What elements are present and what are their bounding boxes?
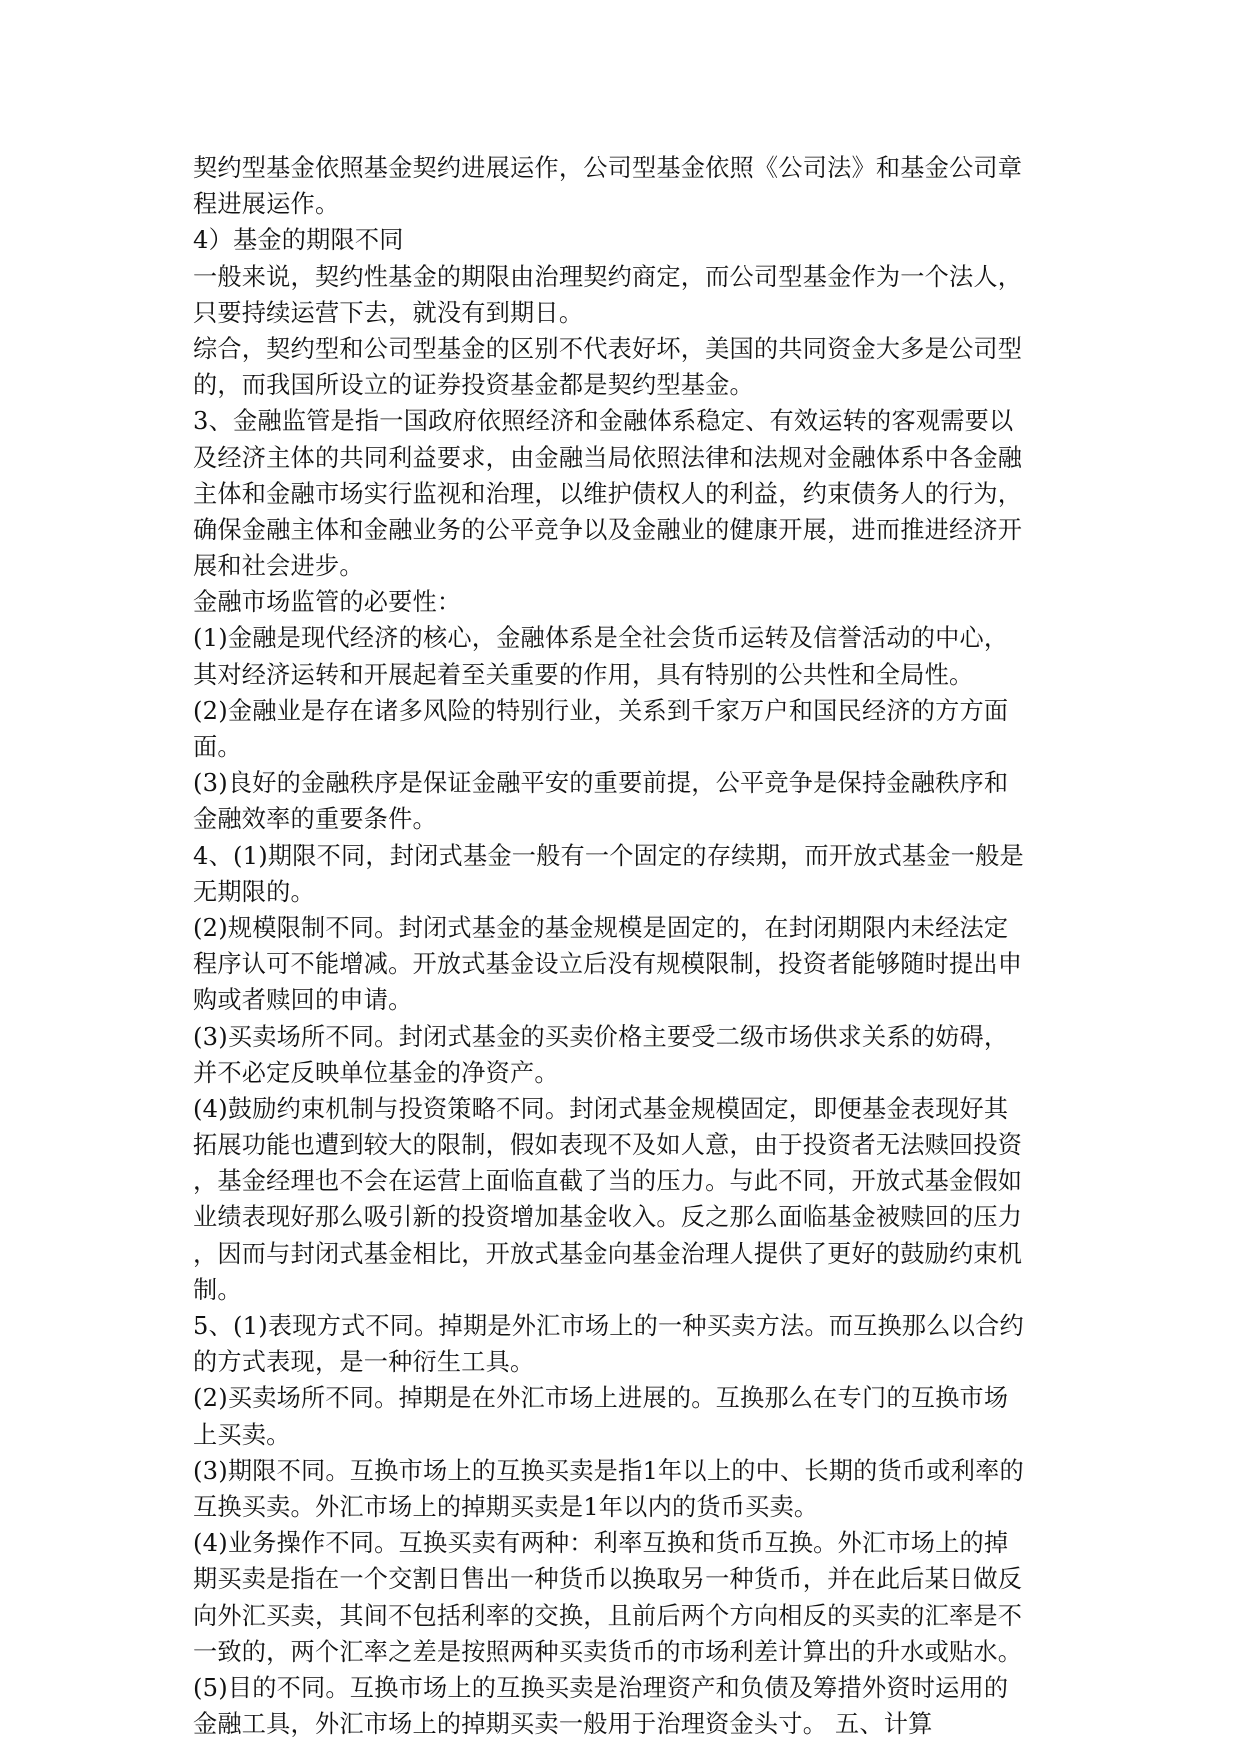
- text-line: (3)买卖场所不同。封闭式基金的买卖价格主要受二级市场供求关系的妨碍，: [193, 1022, 1009, 1051]
- text-line: 的，而我国所设立的证券投资基金都是契约型基金。: [193, 371, 754, 400]
- text-line: 上买卖。: [193, 1420, 291, 1449]
- document-body: [193, 150, 1053, 1742]
- text-line: 程进展运作。: [193, 190, 340, 219]
- text-line: (4)鼓励约束机制与投资策略不同。封闭式基金规模固定，即便基金表现好其: [193, 1094, 1009, 1123]
- text-line: 购或者赎回的申请。: [193, 986, 413, 1015]
- text-line: 金融工具，外汇市场上的掉期买卖一般用于治理资金头寸。 五、计算: [193, 1710, 933, 1739]
- text-line: 主体和金融市场实行监视和治理，以维护债权人的利益，约束债务人的行为，: [193, 479, 1023, 508]
- text-line: (4)业务操作不同。互换买卖有两种：利率互换和货币互换。外汇市场上的掉: [193, 1529, 1009, 1558]
- text-line: 金融市场监管的必要性：: [193, 588, 462, 617]
- text-line: 其对经济运转和开展起着至关重要的作用，具有特别的公共性和全局性。: [193, 660, 974, 689]
- text-line: ，基金经理也不会在运营上面临直截了当的压力。与此不同，开放式基金假如: [193, 1167, 1023, 1196]
- text-line: (3)期限不同。互换市场上的互换买卖是指1年以上的中、长期的货币或利率的: [193, 1456, 1024, 1485]
- text-line: 展和社会进步。: [193, 552, 364, 581]
- text-line: 3、金融监管是指一国政府依照经济和金融体系稳定、有效运转的客观需要以: [193, 407, 1014, 436]
- text-line: 互换买卖。外汇市场上的掉期买卖是1年以内的货币买卖。: [193, 1492, 819, 1521]
- text-line: 无期限的。: [193, 877, 315, 906]
- text-line: 程序认可不能增减。开放式基金设立后没有规模限制，投资者能够随时提出申: [193, 950, 1023, 979]
- text-line: (5)目的不同。互换市场上的互换买卖是治理资产和负债及筹措外资时运用的: [193, 1673, 1009, 1702]
- text-line: 一般来说，契约性基金的期限由治理契约商定，而公司型基金作为一个法人，: [193, 262, 1023, 291]
- text-line: (1)金融是现代经济的核心，金融体系是全社会货币运转及信誉活动的中心，: [193, 624, 1009, 653]
- text-line: 只要持续运营下去，就没有到期日。: [193, 298, 584, 327]
- text-line: 综合，契约型和公司型基金的区别不代表好坏，美国的共同资金大多是公司型: [193, 334, 1023, 363]
- text-line: 期买卖是指在一个交割日售出一种货币以换取另一种货币，并在此后某日做反: [193, 1565, 1023, 1594]
- text-line: (2)金融业是存在诸多风险的特别行业，关系到千家万户和国民经济的方方面: [193, 696, 1009, 725]
- text-line: 拓展功能也遭到较大的限制，假如表现不及如人意，由于投资者无法赎回投资: [193, 1131, 1023, 1160]
- text-line: 并不必定反映单位基金的净资产。: [193, 1058, 559, 1087]
- text-line: 5、(1)表现方式不同。掉期是外汇市场上的一种买卖方法。而互换那么以合约: [193, 1312, 1024, 1340]
- text-line: 的方式表现，是一种衍生工具。: [193, 1348, 535, 1377]
- text-line: (3)良好的金融秩序是保证金融平安的重要前提，公平竞争是保持金融秩序和: [193, 769, 1009, 798]
- text-line: 4）基金的期限不同: [193, 226, 404, 255]
- text-line: ，因而与封闭式基金相比，开放式基金向基金治理人提供了更好的鼓励约束机: [193, 1239, 1023, 1268]
- text-line: (2)规模限制不同。封闭式基金的基金规模是固定的，在封闭期限内未经法定: [193, 913, 1009, 942]
- text-line: 确保金融主体和金融业务的公平竞争以及金融业的健康开展，进而推进经济开: [193, 515, 1023, 544]
- text-line: 一致的，两个汇率之差是按照两种买卖货币的市场利差计算出的升水或贴水。: [193, 1637, 1023, 1666]
- text-line: 业绩表现好那么吸引新的投资增加基金收入。反之那么面临基金被赎回的压力: [193, 1203, 1023, 1232]
- text-line: (2)买卖场所不同。掉期是在外汇市场上进展的。互换那么在专门的互换市场: [193, 1384, 1009, 1413]
- text-line: 制。: [193, 1275, 242, 1304]
- text-line: 向外汇买卖，其间不包括利率的交换，且前后两个方向相反的买卖的汇率是不: [193, 1601, 1023, 1630]
- text-line: 4、(1)期限不同，封闭式基金一般有一个固定的存续期，而开放式基金一般是: [193, 841, 1024, 870]
- text-line: 金融效率的重要条件。: [193, 805, 437, 834]
- text-line: 面。: [193, 733, 242, 761]
- text-line: 契约型基金依照基金契约进展运作，公司型基金依照《公司法》和基金公司章: [193, 154, 1023, 182]
- text-line: 及经济主体的共同利益要求，由金融当局依照法律和法规对金融体系中各金融: [193, 443, 1023, 472]
